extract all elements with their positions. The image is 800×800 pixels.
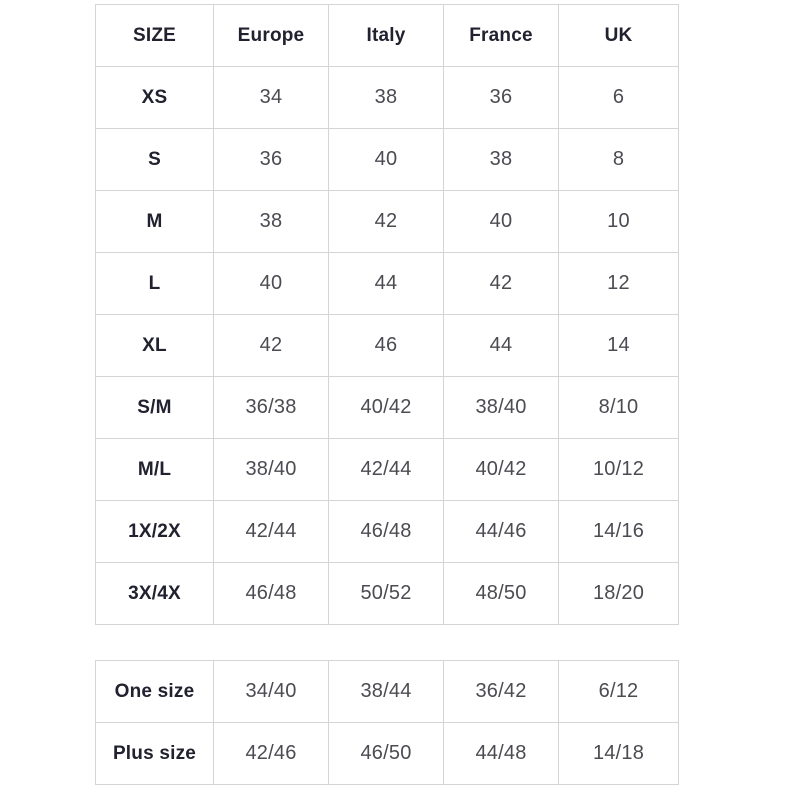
size-row <box>96 661 679 723</box>
size-row <box>96 377 679 439</box>
value-cell: 40 <box>444 191 559 253</box>
value-cell: 40/42 <box>444 439 559 501</box>
value-cell: 38 <box>329 67 444 129</box>
value-cell: 14/18 <box>559 723 679 785</box>
value-cell: 44 <box>329 253 444 315</box>
special-table-body <box>96 661 679 785</box>
header-cell: SIZE <box>96 5 214 67</box>
value-cell: 38/44 <box>329 661 444 723</box>
size-row <box>96 315 679 377</box>
row-label-cell: 3X/4X <box>96 563 214 625</box>
value-cell: 14 <box>559 315 679 377</box>
value-cell: 46/48 <box>329 501 444 563</box>
value-cell: 38 <box>444 129 559 191</box>
size-row <box>96 563 679 625</box>
value-cell: 36/42 <box>444 661 559 723</box>
value-cell: 12 <box>559 253 679 315</box>
value-cell: 6/12 <box>559 661 679 723</box>
value-cell: 34 <box>214 67 329 129</box>
value-cell: 36/38 <box>214 377 329 439</box>
row-label-cell: XS <box>96 67 214 129</box>
value-cell: 48/50 <box>444 563 559 625</box>
value-cell: 10 <box>559 191 679 253</box>
value-cell: 34/40 <box>214 661 329 723</box>
value-cell: 42 <box>329 191 444 253</box>
value-cell: 38/40 <box>444 377 559 439</box>
header-cell: Italy <box>329 5 444 67</box>
value-cell: 42 <box>444 253 559 315</box>
value-cell: 42/44 <box>214 501 329 563</box>
value-cell: 42 <box>214 315 329 377</box>
value-cell: 50/52 <box>329 563 444 625</box>
value-cell: 44/48 <box>444 723 559 785</box>
row-label-cell: 1X/2X <box>96 501 214 563</box>
header-row <box>96 5 679 67</box>
row-label-cell: XL <box>96 315 214 377</box>
value-cell: 46/50 <box>329 723 444 785</box>
special-sizes-table <box>95 660 679 785</box>
row-label-cell: M/L <box>96 439 214 501</box>
row-label-cell: One size <box>96 661 214 723</box>
size-conversion-table <box>95 4 679 625</box>
row-label-cell: L <box>96 253 214 315</box>
row-label-cell: M <box>96 191 214 253</box>
size-table-body <box>96 67 679 625</box>
size-row <box>96 501 679 563</box>
value-cell: 40 <box>214 253 329 315</box>
value-cell: 38/40 <box>214 439 329 501</box>
value-cell: 14/16 <box>559 501 679 563</box>
value-cell: 8/10 <box>559 377 679 439</box>
value-cell: 6 <box>559 67 679 129</box>
value-cell: 40 <box>329 129 444 191</box>
value-cell: 40/42 <box>329 377 444 439</box>
size-row <box>96 67 679 129</box>
row-label-cell: S <box>96 129 214 191</box>
value-cell: 44 <box>444 315 559 377</box>
header-cell: Europe <box>214 5 329 67</box>
header-cell: UK <box>559 5 679 67</box>
value-cell: 36 <box>444 67 559 129</box>
row-label-cell: Plus size <box>96 723 214 785</box>
header-cell: France <box>444 5 559 67</box>
value-cell: 8 <box>559 129 679 191</box>
size-row <box>96 439 679 501</box>
value-cell: 36 <box>214 129 329 191</box>
value-cell: 38 <box>214 191 329 253</box>
value-cell: 10/12 <box>559 439 679 501</box>
row-label-cell: S/M <box>96 377 214 439</box>
size-row <box>96 253 679 315</box>
value-cell: 46/48 <box>214 563 329 625</box>
value-cell: 44/46 <box>444 501 559 563</box>
size-row <box>96 129 679 191</box>
value-cell: 18/20 <box>559 563 679 625</box>
size-row <box>96 723 679 785</box>
value-cell: 42/46 <box>214 723 329 785</box>
value-cell: 46 <box>329 315 444 377</box>
size-row <box>96 191 679 253</box>
value-cell: 42/44 <box>329 439 444 501</box>
